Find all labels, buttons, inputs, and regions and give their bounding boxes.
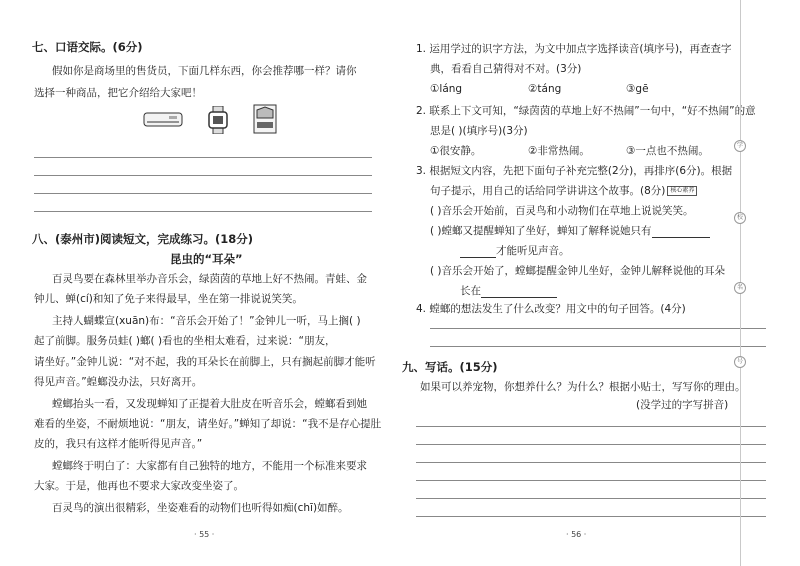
question-2-option-2: ②非常热闹。 [528, 145, 590, 157]
margin-mark: 名 [734, 282, 746, 294]
section-9-heading: 九、写话。(15分) [402, 360, 498, 374]
passage-p2-line4: 得见声音。”蝗螂没办法，只好离开。 [34, 376, 203, 388]
product-watch-image [207, 106, 229, 134]
passage-p3-line2: 难看的坐姿，不耐烦地说：“朋友，请坐好。”蝉知了却说：“我不是存心提肚 [34, 418, 382, 430]
passage-p3-line1: 螳螂抬头一看，又发现蝉知了正提着大肚皮在听音乐会，螳螂看到她 [52, 398, 367, 410]
sentence-2-line2 [460, 244, 570, 258]
answer-line[interactable] [34, 175, 372, 176]
passage-p3-line3: 皮的，我只有这样才能听得见声音。” [34, 438, 203, 450]
sentence-3-line1: ( )音乐会开始了，螳螂提醒金钟儿坐好，金钟儿解释说他的耳朵 [430, 265, 726, 277]
passage-title: 昆虫的“耳朵” [170, 252, 243, 266]
sentence-1: ( )音乐会开始前，百灵鸟和小动物们在草地上说说笑笑。 [430, 205, 694, 217]
question-2-option-3: ③一点也不热闹。 [626, 145, 709, 157]
question-3-line2-text: 句子提示，用自己的话给同学讲讲这个故事。(8分) [430, 185, 666, 197]
page-number: · 55 · [194, 530, 215, 539]
answer-line[interactable] [34, 193, 372, 194]
answer-line[interactable] [430, 328, 766, 329]
answer-line[interactable] [430, 346, 766, 347]
writing-line[interactable] [416, 516, 766, 517]
question-2-line2: 思是( )(填序号)(3分) [430, 125, 528, 137]
sentence-2-text: ( )螳螂又提醒蝉知了坐好，蝉知了解释说她只有 [430, 225, 652, 237]
writing-line[interactable] [416, 444, 766, 445]
question-2-line1: 2. 联系上下文可知，“绿茵茵的草地上好不热闹”一句中，“好不热闹”的意 [416, 105, 756, 117]
sentence-3-blank[interactable] [481, 287, 557, 298]
question-1-line2: 典，看看自己猜得对不对。(3分) [430, 63, 582, 75]
sentence-3-text-2: 长在 [460, 285, 481, 297]
section-8-heading: 八、(泰州市)阅读短文，完成练习。(18分) [32, 232, 254, 246]
writing-line[interactable] [416, 462, 766, 463]
question-4: 4. 螳螂的想法发生了什么改变？用文中的句子回答。(4分) [416, 303, 686, 315]
sentence-2-text-2: 才能听见声音。 [496, 245, 570, 257]
passage-p2-line1: 主持人蝴蝶宣(xuān)布：“音乐会开始了！”金钟儿一听，马上搁( ) [52, 315, 361, 327]
passage-p5-line1: 百灵鸟的演出很精彩，坐姿难看的动物们也听得如痴(chī)如醉。 [52, 502, 349, 514]
sentence-2-line1 [430, 224, 710, 238]
section-9-prompt-line1: 如果可以养宠物，你想养什么？为什么？根据小贴士，写写你的理由。 [420, 381, 746, 393]
passage-p4-line2: 大家。于是，他再也不要求大家改变坐姿了。 [34, 480, 244, 492]
section-7-prompt-line1: 假如你是商场里的售货员，下面几样东西，你会推荐哪一样？请你 [52, 65, 357, 77]
passage-p2-line2: 起了前脚。服务员蛙( )螂( )看也的坐相太难看，过来说：“朋友， [34, 335, 336, 347]
margin-mark: 号 [734, 356, 746, 368]
writing-line[interactable] [416, 426, 766, 427]
answer-line[interactable] [34, 211, 372, 212]
section-7-heading: 七、口语交际。(6分) [32, 40, 143, 54]
sentence-2-blank-2[interactable] [460, 247, 496, 258]
answer-line[interactable] [34, 157, 372, 158]
page-number: · 56 · [566, 530, 587, 539]
question-3-line1: 3. 根据短文内容，先把下面句子补充完整(2分)，再排序(6分)。根据 [416, 165, 733, 177]
question-1-option-3: ③gē [626, 83, 649, 95]
question-1-option-1: ①láng [430, 83, 463, 95]
product-air-conditioner-image [143, 112, 183, 128]
section-9-prompt-line2: (没学过的字写拼音) [636, 399, 729, 411]
sentence-2-blank[interactable] [652, 227, 710, 238]
passage-p1-line2: 钟儿、蝉(cí)和知了免子来得最早，坐在第一排说说笑笑。 [34, 293, 303, 305]
question-2-option-1: ①很安静。 [430, 145, 482, 157]
question-1-option-2: ②táng [528, 83, 562, 95]
sentence-3-line2 [460, 284, 557, 298]
question-1-line1: 1. 运用学过的识字方法，为文中加点字选择读音(填序号)，再查查字 [416, 43, 732, 55]
writing-line[interactable] [416, 480, 766, 481]
core-literacy-tag: 核心素养 [667, 186, 697, 196]
passage-p1-line1: 百灵鸟要在森林里举办音乐会，绿茵茵的草地上好不热闹。青蛙、金 [52, 273, 367, 285]
section-7-prompt-line2: 选择一种商品，把它介绍给大家吧！ [34, 87, 202, 99]
writing-line[interactable] [416, 498, 766, 499]
passage-p4-line1: 螳螂终于明白了：大家都有自己独特的地方，不能用一个标准来要求 [52, 460, 367, 472]
question-3-line2 [430, 184, 697, 198]
margin-mark: 学 [734, 140, 746, 152]
product-book-image [253, 104, 277, 134]
margin-mark: 校 [734, 212, 746, 224]
passage-p2-line3: 请坐好。”金钟儿说：“对不起，我的耳朵长在前脚上，只有搁起前脚才能听 [34, 356, 376, 368]
